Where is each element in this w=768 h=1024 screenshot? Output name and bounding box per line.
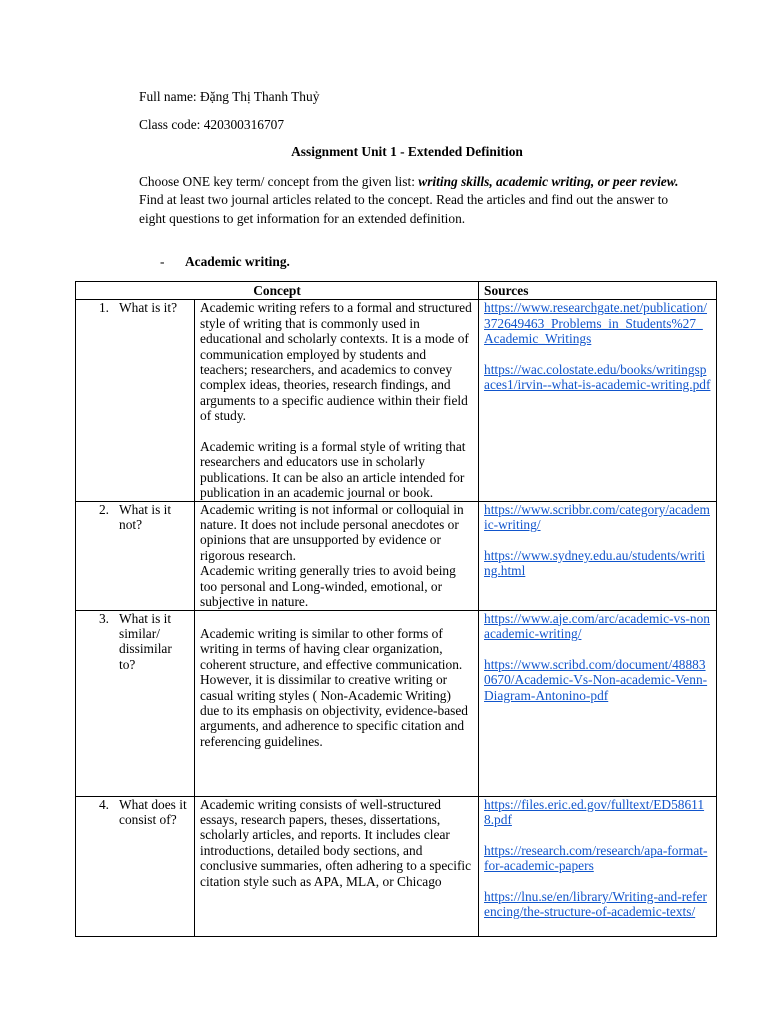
answer-paragraph: Academic writing refers to a formal and structured style of writing that is commonly used in educational and scholarly contexts. It is a mode of communication employed by students and teachers; researchers, and academics to convey complex ideas, theories, research findings, and arguments to a specific audience within their field of study.: [200, 300, 472, 424]
chosen-term: Academic writing.: [185, 254, 290, 269]
question-text: What is it?: [119, 300, 178, 316]
header-sources: Sources: [479, 282, 717, 300]
assignment-title: Assignment Unit 1 - Extended Definition: [291, 144, 523, 159]
answer-cell: [195, 300, 479, 501]
question-text: What is it similar/ dissimilar to?: [119, 610, 172, 672]
intro-emphasis: writing skills, academic writing, or peer review.: [418, 174, 679, 189]
answer-paragraph: Academic writing is not informal or colloquial in nature. It does not include personal anecdotes or opinions that are unsupported by evidence or rigorous research.: [200, 501, 464, 563]
full-name: Full name: Đặng Thị Thanh Thuỷ: [139, 89, 320, 104]
source-link[interactable]: https://www.scribbr.com/category/academic-writing/: [484, 501, 710, 533]
source-link[interactable]: https://www.scribd.com/document/488830670/Academic-Vs-Non-academic-Venn-Diagram-Antonino-pdf: [484, 656, 708, 703]
question-text: What does it consist of?: [119, 796, 187, 827]
question-cell: [76, 501, 195, 610]
question-cell: [76, 796, 195, 936]
answer-paragraph: Academic writing is similar to other forms of writing in terms of having clear organization, coherent structure, and effective communication. However, it is dissimilar to creative writing or casual writing styles ( Non-Academic Writing) due to its emphasis on objectivity, evidence-based arguments, and adherence to specific citation and referencing guidelines.: [200, 625, 468, 749]
intro-part2: Find at least two journal articles related to the concept. Read the articles and find out the answer to eight questions to get information for an extended definition.: [139, 192, 669, 226]
table-row: [76, 501, 717, 610]
header-concept: Concept: [76, 282, 479, 300]
intro-part1: Choose ONE key term/ concept from the given list:: [139, 174, 419, 189]
answer-paragraph: Academic writing generally tries to avoid being too personal and Long-winded, emotional, or subjective in nature.: [200, 563, 456, 610]
definition-table: [75, 281, 717, 937]
class-code: Class code: 420300316707: [139, 117, 285, 132]
sources-cell: [479, 610, 717, 796]
answer-paragraph: Academic writing is a formal style of writing that researchers and educators use in scholarly publications. It can be also an article intended for publication in an academic journal or book.: [200, 439, 466, 501]
source-link[interactable]: https://lnu.se/en/library/Writing-and-referencing/the-structure-of-academic-texts/: [484, 888, 707, 920]
table-row: [76, 610, 717, 796]
source-link[interactable]: https://wac.colostate.edu/books/writingspaces1/irvin--what-is-academic-writing.pdf: [484, 362, 711, 393]
source-link[interactable]: https://www.researchgate.net/publication/372649463_Problems_in_Students%27_Academic_Writings: [484, 300, 708, 347]
sources-cell: [479, 501, 717, 610]
intro-paragraph: [139, 173, 679, 228]
question-number: 3.: [98, 610, 109, 626]
question-number: 1.: [98, 300, 109, 316]
source-link[interactable]: https://files.eric.ed.gov/fulltext/ED586118.pdf: [484, 796, 705, 827]
source-link[interactable]: https://www.aje.com/arc/academic-vs-nonacademic-writing/: [484, 610, 710, 641]
question-text: What is it not?: [119, 501, 172, 533]
sources-cell: [479, 796, 717, 936]
answer-cell: [195, 796, 479, 936]
question-number: 4.: [98, 796, 109, 812]
source-link[interactable]: https://research.com/research/apa-format-for-academic-papers: [484, 842, 708, 874]
question-cell: [76, 300, 195, 501]
sources-cell: [479, 300, 717, 501]
question-number: 2.: [98, 501, 109, 517]
answer-cell: [195, 610, 479, 796]
bullet-dash: -: [160, 254, 165, 269]
question-cell: [76, 610, 195, 796]
source-link[interactable]: https://www.sydney.edu.au/students/writing.html: [484, 547, 706, 579]
answer-cell: [195, 501, 479, 610]
table-row: [76, 300, 717, 501]
table-row: [76, 796, 717, 936]
table-header-row: [76, 282, 717, 300]
answer-paragraph: Academic writing consists of well-structured essays, research papers, theses, dissertations, scholarly articles, and reports. It includes clear introductions, detailed body sections, and conclusive summaries, often adhering to a specific citation style such as APA, MLA, or Chicago: [200, 796, 472, 889]
